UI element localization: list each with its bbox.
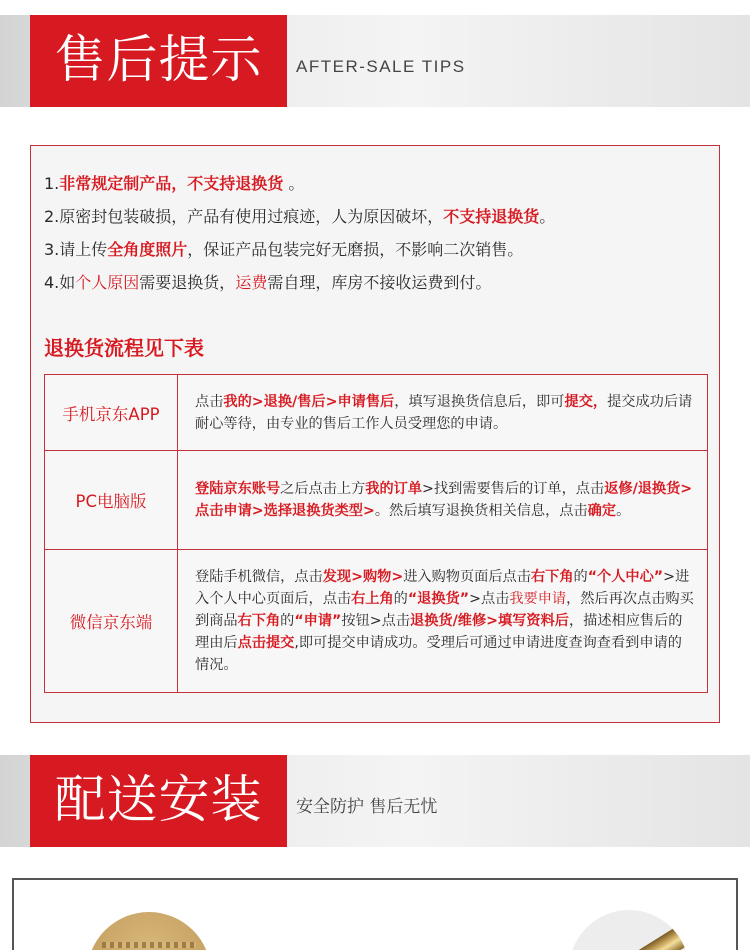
highlight-text: ， (592, 393, 608, 410)
text-segment: 提交成功后请耐心等待，由专业的售后工作人员受理您的申请。 (195, 393, 693, 432)
text-segment: 4.如 (44, 273, 76, 292)
text-segment: 的 (573, 569, 588, 585)
text-segment: >点击 (469, 591, 510, 607)
highlight-text: “个人中心” (587, 569, 664, 585)
table-row (45, 550, 708, 693)
tip-item (44, 266, 704, 299)
highlight-text: 我要申请 (509, 591, 567, 607)
text-segment: >找到需要售后的订单，点击 (422, 481, 605, 497)
delivery-image-frame (12, 878, 738, 950)
text-segment: 1. (44, 174, 60, 193)
tip-item (44, 200, 704, 233)
text-segment: ，然后再次点击购买到商品 (195, 591, 694, 629)
text-segment: 。然后填写退换货相关信息，点击 (374, 503, 588, 519)
text-segment: 2.原密封包装破损，产品有使用过痕迹，人为原因破坏， (44, 207, 444, 226)
text-segment: 按钮>点击 (341, 613, 411, 629)
highlight-text: 右上角 (351, 591, 394, 607)
flow-desc-pc (178, 451, 708, 550)
text-segment: 点击 (195, 393, 224, 410)
text-segment: >进入个人中心页面后，点击 (195, 569, 690, 607)
return-flow-table (44, 374, 708, 693)
highlight-text: 个人原因 (75, 273, 140, 292)
highlight-text: 点击提交 (237, 635, 295, 651)
packing-box-image (87, 912, 211, 950)
highlight-text: 我的订单 (365, 481, 423, 497)
highlight-text: 右下角 (530, 569, 574, 585)
flow-label-pc: PC电脑版 (45, 451, 178, 550)
highlight-text: 我的>退换/售后>申请售后 (223, 393, 395, 410)
text-segment: ，保证产品包装完好无磨损，不影响二次销售。 (187, 240, 524, 259)
text-segment: 进入购物页面后点击 (403, 569, 531, 585)
tip-item (44, 233, 704, 266)
flow-desc-app (178, 375, 708, 451)
delivery-header (0, 755, 750, 847)
flow-label-app: 手机京东APP (45, 375, 178, 451)
highlight-text: 确定 (587, 503, 617, 519)
text-segment: 之后点击上方 (280, 481, 366, 497)
text-segment: 。 (539, 207, 556, 226)
text-segment: 的 (393, 591, 408, 607)
text-segment: 登陆手机微信，点击 (195, 569, 323, 585)
text-segment: 。 (283, 174, 305, 193)
highlight-text: 右下角 (237, 613, 281, 629)
flow-label-wechat: 微信京东端 (45, 550, 178, 693)
table-row (45, 451, 708, 550)
text-segment: 需自理，库房不接收运费到付。 (267, 273, 492, 292)
text-segment: 需要退换货， (139, 273, 236, 292)
highlight-text: 提交 (564, 393, 593, 410)
flow-desc-wechat (178, 550, 708, 693)
highlight-text: 发现>购物> (322, 569, 404, 585)
aftersale-tips-panel (30, 145, 720, 723)
highlight-text: 登陆京东账号 (195, 481, 281, 497)
highlight-text: 退换货/维修>填写资料后 (410, 613, 569, 629)
highlight-text: “退换货” (407, 591, 470, 607)
aftersale-subtitle: AFTER-SALE TIPS (296, 57, 466, 76)
highlight-text: 不支持退换货 (443, 207, 540, 226)
tip-item (44, 167, 704, 200)
aftersale-header (0, 15, 750, 107)
text-segment: ，填写退换货信息后，即可 (394, 393, 565, 410)
text-segment: 的 (280, 613, 295, 629)
delivery-title: 配送安装 (30, 755, 287, 847)
tips-list (44, 167, 704, 299)
flow-title: 退换货流程见下表 (44, 336, 204, 360)
delivery-subtitle: 安全防护 售后无忧 (296, 797, 438, 817)
highlight-text: “申请” (294, 613, 342, 629)
text-segment: 。 (616, 503, 631, 519)
brass-pipe-image (569, 910, 689, 950)
highlight-text: 返修/退换货>点击申请>选择退换货类型> (195, 481, 693, 519)
highlight-text: 运费 (235, 273, 268, 292)
highlight-text: 全角度照片 (107, 240, 188, 259)
text-segment: ，描述相应售后的理由后 (195, 613, 683, 651)
table-row (45, 375, 708, 451)
text-segment: ,即可提交申请成功。受理后可通过申请进度查询查看到申请的情况。 (195, 635, 682, 673)
aftersale-title: 售后提示 (30, 15, 287, 107)
highlight-text: 非常规定制产品，不支持退换货 (59, 174, 284, 193)
text-segment: 3.请上传 (44, 240, 108, 259)
